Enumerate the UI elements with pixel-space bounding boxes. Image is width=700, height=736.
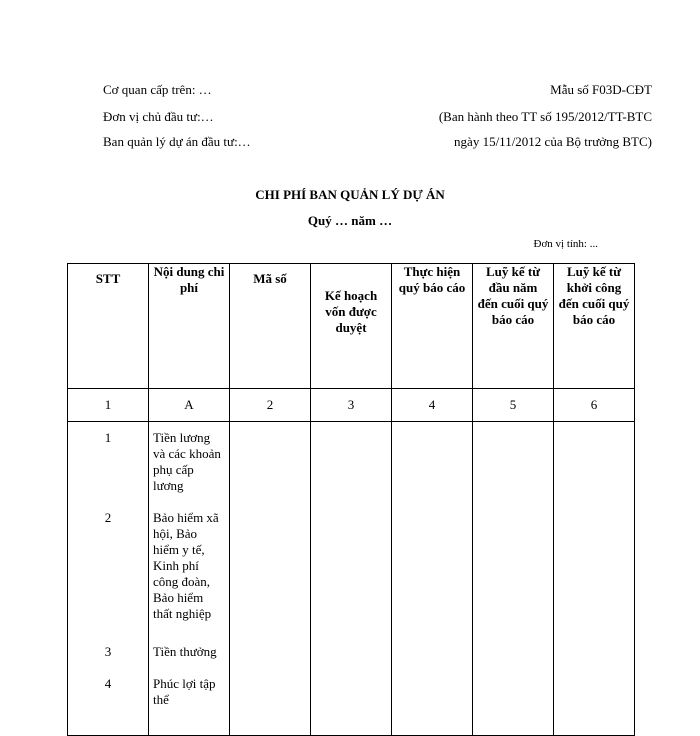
- content-salary: Tiền lương và các khoản phụ cấp lương: [153, 430, 221, 493]
- header-quarter: Thực hiện quý báo cáo: [392, 264, 473, 389]
- page-title: CHI PHÍ BAN QUẢN LÝ DỰ ÁN: [255, 187, 445, 202]
- ytd-column: [473, 422, 554, 736]
- table-row: [68, 422, 635, 736]
- header-plan: Kế hoạch vốn được duyệt: [311, 264, 392, 389]
- index-cell: 6: [554, 389, 635, 422]
- issuance-date: ngày 15/11/2012 của Bộ trưởng BTC): [454, 134, 652, 149]
- header-ytd: Luỹ kế từ đầu năm đến cuối quý báo cáo: [473, 264, 554, 389]
- stt-column: [68, 422, 149, 736]
- table-index-row: [68, 389, 635, 422]
- project-board-label: Ban quản lý dự án đầu tư:…: [103, 134, 251, 149]
- index-cell: 4: [392, 389, 473, 422]
- investor-unit-label: Đơn vị chủ đầu tư:…: [103, 109, 214, 124]
- content-bonus: Tiền thưởng: [153, 644, 217, 659]
- index-cell: 2: [230, 389, 311, 422]
- plan-column: [311, 422, 392, 736]
- header-code: Mã số: [230, 264, 311, 389]
- stt-4: 4: [104, 676, 112, 691]
- header-stt: STT: [68, 264, 149, 389]
- content-welfare: Phúc lợi tập thể: [153, 676, 216, 707]
- header-since-start: Luỹ kế từ khởi công đến cuối quý báo cáo: [554, 264, 635, 389]
- index-cell: 5: [473, 389, 554, 422]
- table-header-row: [68, 264, 635, 389]
- index-cell: A: [149, 389, 230, 422]
- header-content: Nội dung chi phí: [149, 264, 230, 389]
- index-cell: 1: [68, 389, 149, 422]
- stt-3: 3: [104, 644, 112, 659]
- since-start-column: [554, 422, 635, 736]
- stt-2: 2: [104, 510, 112, 525]
- content-insurance: Bảo hiểm xã hội, Bảo hiểm y tế, Kinh phí công đoàn, Bảo hiểm thất nghiệp: [153, 510, 219, 621]
- quarter-column: [392, 422, 473, 736]
- unit-label: Đơn vị tính: ...: [533, 238, 598, 250]
- index-cell: 3: [311, 389, 392, 422]
- content-column: [149, 422, 230, 736]
- stt-1: 1: [104, 430, 112, 445]
- issuance-circular: (Ban hành theo TT số 195/2012/TT-BTC: [438, 109, 652, 124]
- form-code: Mẫu số F03D-CĐT: [550, 82, 652, 97]
- page-subtitle: Quý … năm …: [307, 213, 393, 228]
- parent-agency-label: Cơ quan cấp trên: …: [103, 82, 212, 97]
- code-column: [230, 422, 311, 736]
- cost-table: [67, 263, 635, 736]
